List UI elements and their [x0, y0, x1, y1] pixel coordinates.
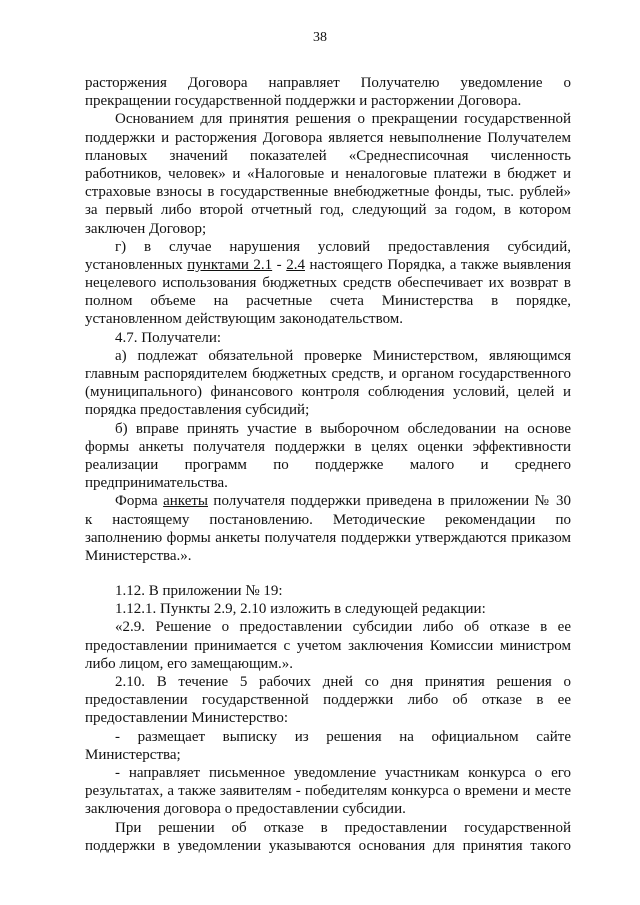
- text-line: работников, человек» и «Налоговые и неналоговые платежи в бюджет и: [85, 165, 571, 182]
- questionnaire-link[interactable]: анкеты: [163, 493, 208, 510]
- text-line: а) подлежат обязательной проверке Министерством, являющимся: [85, 347, 571, 364]
- text-line: 2.10. В течение 5 рабочих дней со дня принятия решения о: [85, 674, 571, 690]
- text-line: плановых значений показателей «Среднесписочная численность: [85, 147, 571, 164]
- text-line: формы анкеты получателя поддержки в целях оценки эффективности: [85, 438, 571, 455]
- text-line: 4.7. Получатели:: [85, 329, 222, 346]
- text-line: либо лицом, его замещающим.».: [85, 655, 294, 672]
- text-line: главным распорядителем бюджетных средств, и органом государственного: [85, 366, 571, 382]
- text-fragment: Форма: [85, 493, 164, 510]
- text-line: страховые взносы в государственные внебюджетные фонды, тыс. рублей»: [85, 184, 571, 201]
- text-fragment: получателя поддержки приведена в приложении № 30: [208, 493, 572, 510]
- points-2-1-link[interactable]: пунктами 2.1: [187, 256, 273, 273]
- text-fragment: установленных: [85, 256, 188, 273]
- text-line: б) вправе принять участие в выборочном обследовании на основе: [85, 420, 571, 437]
- text-line: предоставлении Министерство:: [85, 710, 289, 727]
- text-block-recipients: [85, 274, 571, 492]
- text-line: 1.12. В приложении № 19:: [85, 583, 283, 600]
- text-line: поддержки в уведомлении указываются основания для принятия такого: [85, 837, 571, 854]
- text-line: 1.12.1. Пункты 2.9, 2.10 изложить в следующей редакции:: [85, 601, 486, 618]
- text-line: порядка предоставления субсидий;: [85, 402, 310, 419]
- text-line: - размещает выписку из решения на официальном сайте: [85, 728, 571, 745]
- text-line-points-reference: [85, 256, 571, 274]
- text-block-termination: [85, 74, 571, 256]
- text-block-methodology: [85, 511, 571, 566]
- paragraph-gap: [85, 565, 571, 582]
- text-fragment: -: [272, 256, 287, 273]
- text-line: г) в случае нарушения условий предоставления субсидий,: [85, 238, 571, 255]
- text-line: предоставлении государственной поддержки либо об отказе в ее: [85, 692, 571, 709]
- text-block-appendix-19: [85, 582, 571, 855]
- text-line: Основанием для принятия решения о прекращении государственной: [85, 111, 571, 128]
- text-line: реализации программ по поддержке малого и среднего: [85, 456, 571, 473]
- text-line: установленном действующим законодательством.: [85, 311, 404, 328]
- text-line: за первый либо второй отчетный год, следующий за годом, в котором: [85, 202, 571, 219]
- text-line: При решении об отказе в предоставлении государственной: [85, 819, 571, 836]
- text-line: полном объеме на расчетные счета Министерства в порядке,: [85, 293, 571, 310]
- text-line: (муниципального) финансового контроля соблюдения условий, целей и: [85, 384, 571, 401]
- point-2-4-link[interactable]: 2.4: [286, 256, 305, 273]
- text-fragment: настоящего Порядка, а также выявления: [304, 256, 571, 273]
- text-line: заключен Договор;: [85, 220, 207, 237]
- text-line: расторжения Договора направляет Получателю уведомление о: [85, 75, 571, 91]
- page-number: 38: [313, 30, 327, 45]
- text-line: заключения договора о предоставлении субсидии.: [85, 801, 406, 818]
- text-line: «2.9. Решение о предоставлении субсидии либо об отказе в ее: [85, 619, 571, 636]
- text-line: прекращении государственной поддержки и расторжении Договора.: [85, 93, 522, 110]
- text-line: Министерства.».: [85, 547, 192, 564]
- text-line: Министерства;: [85, 746, 181, 763]
- text-line: предоставлении принимается с учетом заключения Комиссии министром: [85, 637, 571, 654]
- text-line: поддержки и расторжения Договора является невыполнение Получателем: [85, 129, 571, 146]
- text-line-form-reference: [85, 492, 571, 510]
- document-body: [85, 74, 571, 855]
- text-line: результатах, а также заявителям - победителям конкурса о времени и месте: [85, 783, 571, 800]
- text-line: заполнению формы анкеты получателя поддержки утверждаются приказом: [85, 529, 571, 546]
- text-line: нецелевого использования бюджетных средств обеспечивает их возврат в: [85, 275, 571, 292]
- text-line: - направляет письменное уведомление участникам конкурса о его: [85, 764, 571, 781]
- text-line: предпринимательства.: [85, 475, 228, 492]
- text-line: к настоящему постановлению. Методические рекомендации по: [85, 511, 571, 528]
